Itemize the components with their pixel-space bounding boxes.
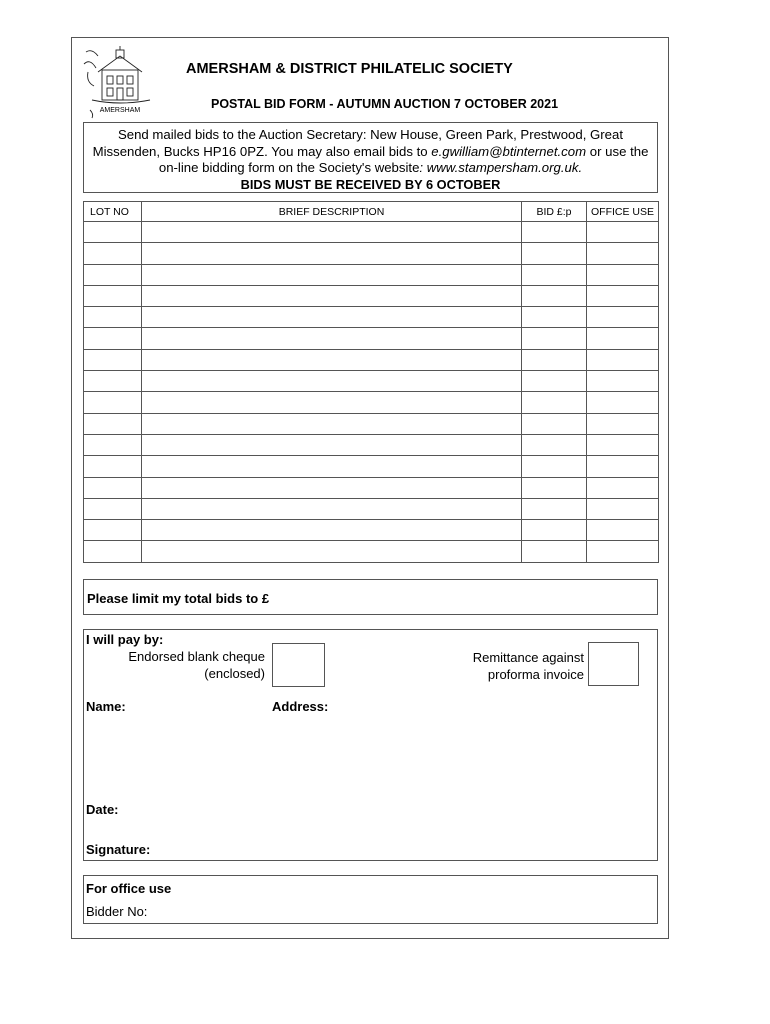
office-use-cell (587, 456, 659, 477)
bid-cell[interactable] (522, 392, 587, 413)
bid-cell[interactable] (522, 222, 587, 243)
bids-table (83, 201, 659, 563)
bid-cell[interactable] (522, 477, 587, 498)
lot-no-cell[interactable] (84, 285, 142, 306)
payment-box (83, 629, 658, 861)
instructions-box (83, 122, 658, 193)
table-row (84, 243, 659, 264)
col-header-bid: BID £:p (522, 202, 587, 222)
cheque-label-line2: (enclosed) (204, 666, 265, 681)
lot-no-cell[interactable] (84, 413, 142, 434)
office-use-heading: For office use (86, 881, 172, 896)
table-row (84, 477, 659, 498)
description-cell[interactable] (142, 456, 522, 477)
society-title: AMERSHAM & DISTRICT PHILATELIC SOCIETY (186, 61, 513, 77)
bid-cell[interactable] (522, 243, 587, 264)
payment-heading: I will pay by: (86, 632, 164, 647)
office-use-cell (587, 328, 659, 349)
office-use-cell (587, 434, 659, 455)
table-row (84, 371, 659, 392)
office-use-cell (587, 392, 659, 413)
table-row (84, 392, 659, 413)
office-use-cell (587, 477, 659, 498)
table-row (84, 307, 659, 328)
table-header-row (84, 202, 659, 222)
bid-cell[interactable] (522, 264, 587, 285)
form-title: POSTAL BID FORM - AUTUMN AUCTION 7 OCTOBER 2021 (211, 97, 559, 111)
lot-no-cell[interactable] (84, 328, 142, 349)
table-row (84, 285, 659, 306)
office-use-cell (587, 349, 659, 370)
lot-no-cell[interactable] (84, 371, 142, 392)
remittance-label-line2: proforma invoice (487, 667, 584, 682)
description-cell[interactable] (142, 285, 522, 306)
table-row (84, 328, 659, 349)
description-cell[interactable] (142, 264, 522, 285)
name-label: Name: (86, 699, 126, 714)
bid-cell[interactable] (522, 498, 587, 519)
description-cell[interactable] (142, 498, 522, 519)
office-use-cell (587, 498, 659, 519)
office-use-cell (587, 285, 659, 306)
description-cell[interactable] (142, 434, 522, 455)
bid-cell[interactable] (522, 541, 587, 562)
lot-no-cell[interactable] (84, 264, 142, 285)
bid-cell[interactable] (522, 349, 587, 370)
table-row (84, 434, 659, 455)
description-cell[interactable] (142, 413, 522, 434)
email-link[interactable]: e.gwilliam@btinternet.com (431, 143, 587, 159)
office-use-cell (587, 413, 659, 434)
description-cell[interactable] (142, 477, 522, 498)
col-header-office-use: OFFICE USE (587, 202, 659, 222)
building-logo-icon (80, 42, 160, 120)
col-header-description: BRIEF DESCRIPTION (142, 202, 522, 222)
office-use-cell (587, 520, 659, 541)
address-label: Address: (272, 699, 329, 714)
lot-no-cell[interactable] (84, 541, 142, 562)
remittance-option-label (473, 649, 584, 683)
office-use-cell (587, 371, 659, 392)
col-header-lot-no: LOT NO (84, 202, 142, 222)
office-use-cell (587, 243, 659, 264)
table-row (84, 413, 659, 434)
office-use-box (83, 875, 658, 924)
lot-no-cell[interactable] (84, 307, 142, 328)
description-cell[interactable] (142, 371, 522, 392)
lot-no-cell[interactable] (84, 498, 142, 519)
society-logo (80, 42, 160, 120)
bid-cell[interactable] (522, 285, 587, 306)
instructions-text-middle: or use the on-line bidding form on the Society's website (158, 143, 649, 175)
instructions-text: Send mailed bids to the Auction Secretary: New House, Green Park, Prestwood, Great Missenden, Bucks HP16 0PZ. You may also email bids to (92, 127, 624, 159)
remittance-checkbox[interactable] (588, 642, 639, 686)
cheque-label-line1: Endorsed blank cheque (128, 649, 265, 664)
bid-limit-box[interactable] (83, 579, 658, 615)
bidder-no-label: Bidder No: (86, 904, 148, 919)
lot-no-cell[interactable] (84, 222, 142, 243)
description-cell[interactable] (142, 307, 522, 328)
table-row (84, 222, 659, 243)
lot-no-cell[interactable] (84, 434, 142, 455)
bid-cell[interactable] (522, 413, 587, 434)
lot-no-cell[interactable] (84, 243, 142, 264)
table-row (84, 456, 659, 477)
bid-cell[interactable] (522, 307, 587, 328)
website-link[interactable]: : www.stampersham.org.uk. (419, 160, 583, 175)
description-cell[interactable] (142, 328, 522, 349)
table-row (84, 541, 659, 562)
description-cell[interactable] (142, 541, 522, 562)
description-cell[interactable] (142, 222, 522, 243)
table-row (84, 349, 659, 370)
svg-text:AMERSHAM: AMERSHAM (99, 107, 141, 114)
date-label: Date: (86, 802, 119, 817)
bid-cell[interactable] (522, 520, 587, 541)
office-use-cell (587, 222, 659, 243)
description-cell[interactable] (142, 349, 522, 370)
office-use-cell (587, 541, 659, 562)
bid-cell[interactable] (522, 371, 587, 392)
table-row (84, 498, 659, 519)
remittance-label-line1: Remittance against (472, 650, 584, 665)
office-use-cell (587, 307, 659, 328)
bid-cell[interactable] (522, 328, 587, 349)
description-cell[interactable] (142, 243, 522, 264)
description-cell[interactable] (142, 520, 522, 541)
bid-limit-label: Please limit my total bids to £ (87, 591, 270, 606)
bid-cell[interactable] (522, 456, 587, 477)
lot-no-cell[interactable] (84, 477, 142, 498)
lot-no-cell[interactable] (84, 392, 142, 413)
office-use-cell (587, 264, 659, 285)
table-row (84, 520, 659, 541)
cheque-checkbox[interactable] (272, 643, 325, 687)
lot-no-cell[interactable] (84, 520, 142, 541)
lot-no-cell[interactable] (84, 349, 142, 370)
table-row (84, 264, 659, 285)
deadline-notice: BIDS MUST BE RECEIVED BY 6 OCTOBER (240, 176, 501, 192)
description-cell[interactable] (142, 392, 522, 413)
signature-label: Signature: (86, 842, 151, 857)
bid-cell[interactable] (522, 434, 587, 455)
lot-no-cell[interactable] (84, 456, 142, 477)
cheque-option-label (128, 648, 265, 682)
